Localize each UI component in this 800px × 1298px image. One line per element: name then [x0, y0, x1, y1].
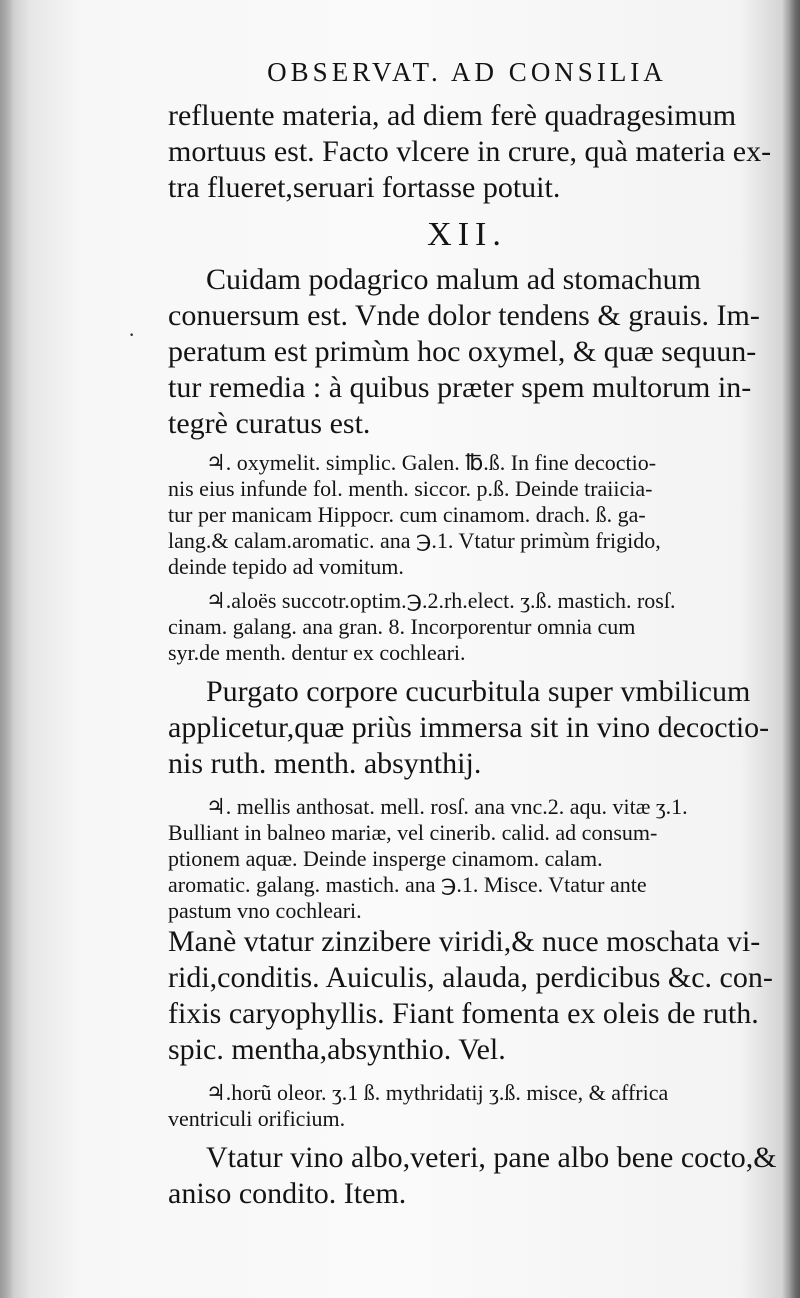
recipe-1 — [168, 450, 766, 580]
text-block — [168, 52, 777, 1212]
text-line: refluente materia, ad diem ferè quadragesimum — [168, 99, 737, 132]
text-line: pastum vno cochleari. — [168, 898, 362, 923]
margin-mark: · — [128, 322, 136, 347]
text-line: nis eius infunde fol. menth. siccor. p.ß. Deinde traiicia- — [168, 476, 653, 501]
section-heading: XII. — [427, 216, 507, 253]
text-line: Bulliant in balneo mariæ, vel cinerib. calid. ad consum- — [168, 820, 658, 845]
text-line: conuersum est. Vnde dolor tendens & grauis. Im- — [168, 299, 760, 332]
text-line: cinam. galang. ana gran. 8. Incorporentur omnia cum — [168, 614, 636, 639]
text-line: applicetur,quæ priùs immersa sit in vino decoctio- — [168, 711, 770, 744]
text-line: syr.de menth. dentur ex cochleari. — [168, 640, 466, 665]
text-line: peratum est primùm hoc oxymel, & quæ sequun- — [168, 335, 757, 368]
text-line: lang.& calam.aromatic. ana ℈.1. Vtatur primùm frigido, — [168, 528, 661, 553]
recipe-4 — [168, 1080, 766, 1132]
intro-paragraph — [168, 98, 772, 206]
text-line: tra flueret,seruari fortasse potuit. — [168, 171, 561, 204]
text-line: tur remedia : à quibus præter spem multorum in- — [168, 371, 752, 404]
text-line: ♃. oxymelit. simplic. Galen. ℔.ß. In fine decoctio- — [206, 450, 657, 475]
text-line: ventriculi orificium. — [168, 1106, 346, 1131]
text-line: ♃.aloës succotr.optim.℈.2.rh.elect. ʒ.ß. mastich. rosſ. — [206, 588, 676, 613]
text-line: Purgato corpore cucurbitula super vmbilicum — [206, 675, 751, 708]
text-line: nis ruth. menth. absynthij. — [168, 747, 482, 780]
text-line: spic. mentha,absynthio. Vel. — [168, 1033, 506, 1066]
text-line: ridi,conditis. Auiculis, alauda, perdicibus &c. con- — [168, 961, 773, 994]
recipe-2 — [168, 588, 766, 666]
text-line: tur per manicam Hippocr. cum cinamom. drach. ß. ga- — [168, 502, 646, 527]
text-line: aniso condito. Item. — [168, 1177, 407, 1210]
recipe-3 — [168, 794, 766, 924]
text-line: Vtatur vino albo,veteri, pane albo bene cocto,& — [206, 1141, 777, 1174]
paragraph-2 — [168, 674, 770, 782]
page-edge-shadow — [782, 0, 800, 1298]
text-line: tegrè curatus est. — [168, 407, 371, 440]
text-line: ♃. mellis anthosat. mell. rosſ. ana vnc.2. aqu. vitæ ʒ.1. — [206, 794, 688, 819]
text-line: ♃.horũ oleor. ʒ.1 ß. mythridatij ʒ.ß. misce, & affrica — [206, 1080, 669, 1105]
text-line: fixis caryophyllis. Fiant fomenta ex oleis de ruth. — [168, 997, 759, 1030]
text-line: Cuidam podagrico malum ad stomachum — [206, 263, 701, 296]
text-line: aromatic. galang. mastich. ana ℈.1. Misce. Vtatur ante — [168, 872, 647, 897]
gutter-shadow — [0, 0, 14, 1298]
paragraph-1 — [168, 262, 766, 442]
running-head: OBSERVAT. AD CONSILIA — [267, 57, 667, 87]
text-line: ptionem aquæ. Deinde insperge cinamom. calam. — [168, 846, 603, 871]
paragraph-4 — [168, 1140, 777, 1212]
paragraph-3 — [168, 924, 773, 1068]
text-line: deinde tepido ad vomitum. — [168, 554, 404, 579]
text-line: Manè vtatur zinzibere viridi,& nuce moschata vi- — [168, 925, 761, 958]
text-line: mortuus est. Facto vlcere in crure, quà materia ex- — [168, 135, 772, 168]
